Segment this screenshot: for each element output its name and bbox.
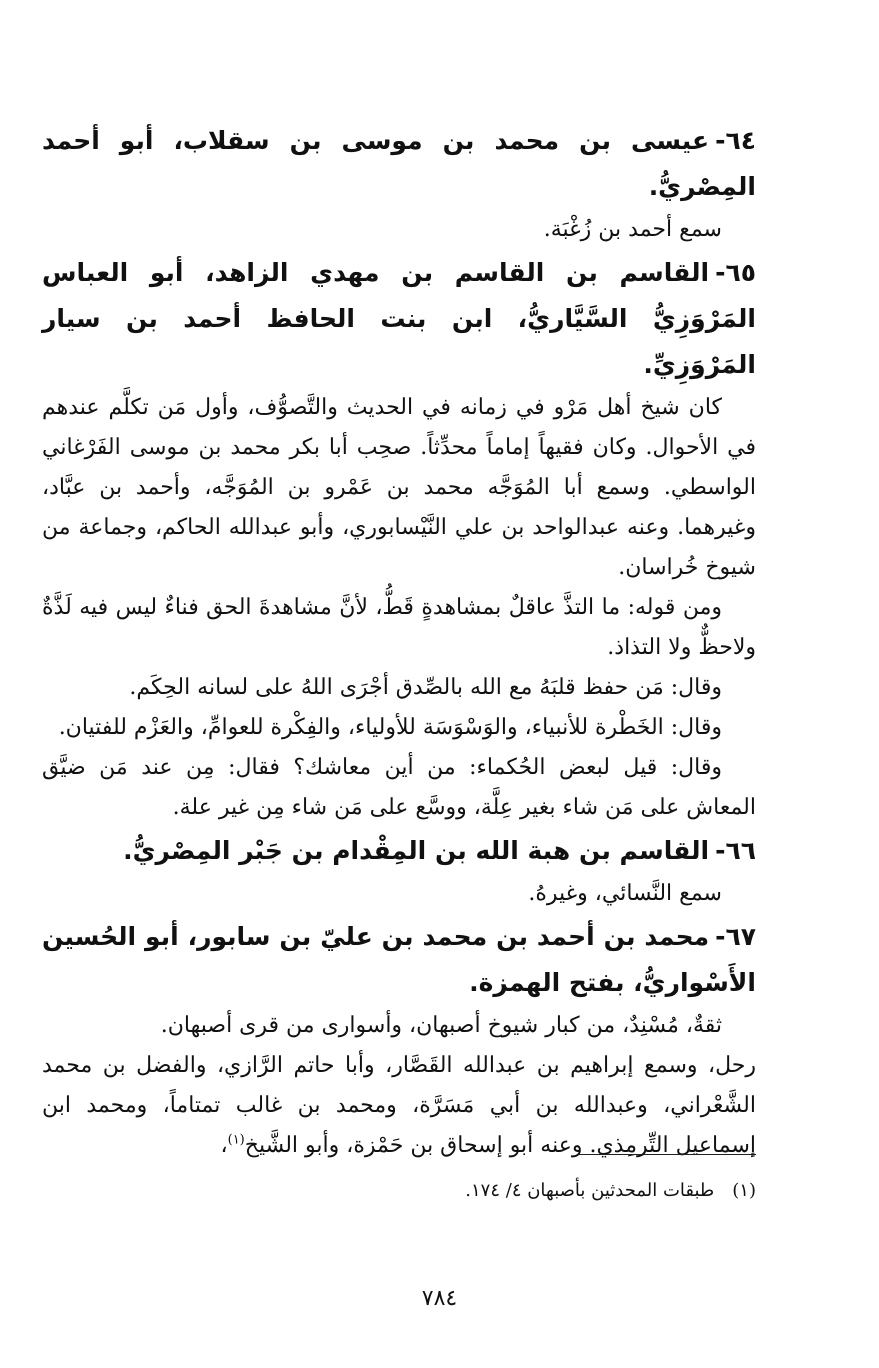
- entry-heading-67: [42, 914, 756, 1006]
- entry-paragraph: ثقةٌ، مُسْنِدٌ، من كبار شيوخ أصبهان، وأسوارى من قرى أصبهان.: [160, 1013, 722, 1038]
- entry-paragraph: [42, 1046, 756, 1166]
- entry-paragraph: وقال: مَن حفظ قلبَهُ مع الله بالصِّدق أجْرَى اللهُ على لسانه الحِكَم.: [129, 675, 722, 700]
- entry-title: القاسم بن القاسم بن مهدي الزاهد، أبو العباس المَرْوَزِيُّ السَّيَّاريُّ، ابن بنت الحافظ أحمد بن سيار المَرْوَزِيِّ.: [42, 258, 756, 379]
- page-number: ٧٨٤: [421, 1286, 458, 1311]
- footnote-number: (١): [732, 1180, 756, 1201]
- entry-paragraph-text: رحل، وسمع إبراهيم بن عبدالله القَصَّار، وأبا حاتم الرَّازي، والفضل بن محمد الشَّعْراني، وعبدالله بن أبي مَسَرَّة، ومحمد بن غالب تمتاماً، ومحمد ابن إسماعيل التِّرمِذي. وعنه أبو إسحاق بن حَمْزة، وأبو الشَّيخ: [42, 1053, 756, 1158]
- footnote-divider: [578, 1154, 756, 1155]
- footnote-text: طبقات المحدثين بأصبهان ٤/ ١٧٤.: [465, 1180, 715, 1201]
- entry-number: ٦٦-: [715, 836, 756, 865]
- entry-paragraph: سمع النَّسائي، وغيرهُ.: [528, 881, 722, 906]
- entry-title: عيسى بن محمد بن موسى بن سقلاب، أبو أحمد المِصْريُّ.: [42, 126, 756, 201]
- entry-heading-64: [42, 118, 756, 210]
- entry-number: ٦٧-: [715, 922, 756, 951]
- footnote: [116, 1176, 756, 1206]
- footnote-reference[interactable]: (١): [227, 1132, 245, 1148]
- entry-heading-66: [42, 828, 756, 874]
- entry-paragraph: وقال: قيل لبعض الحُكماء: من أين معاشك؟ فقال: مِن عند مَن ضيَّق المعاش على مَن شاء بغير عِلَّة، ووسَّع على مَن شاء مِن غير علة.: [42, 755, 756, 820]
- entry-number: ٦٤-: [715, 126, 756, 155]
- entry-heading-65: [42, 250, 756, 388]
- entry-title: محمد بن أحمد بن محمد بن عليّ بن سابور، أبو الحُسين الأَسْواريُّ، بفتح الهمزة.: [42, 922, 756, 997]
- entry-paragraph: وقال: الخَطْرة للأنبياء، والوَسْوَسَة للأولياء، والفِكْرة للعوامِّ، والعَزْم للفتيان.: [58, 715, 722, 740]
- entry-title: القاسم بن هبة الله بن المِقْدام بن جَبْر المِصْريُّ.: [123, 836, 710, 865]
- entry-number: ٦٥-: [715, 258, 756, 287]
- page-body: [42, 118, 756, 1166]
- entry-paragraph-tail: ،: [220, 1133, 228, 1158]
- entry-paragraph: سمع أحمد بن زُغْبَة.: [543, 217, 722, 242]
- entry-paragraph: كان شيخ أهل مَرْو في زمانه في الحديث والتَّصوُّف، وأول مَن تكلَّم عندهم في الأحوال. وكان فقيهاً إماماً محدِّثاً. صحِب أبا بكر محمد بن موسى الفَرْغاني الواسطي. وسمع أبا المُوَجَّه محمد بن عَمْرو بن المُوَجَّه، وأحمد بن عبَّاد، وغيرهما. وعنه عبدالواحد بن علي النَّيْسابوري، وأبو عبدالله الحاكم، وجماعة من شيوخ خُراسان.: [42, 395, 756, 580]
- entry-paragraph: ومن قوله: ما التذَّ عاقلٌ بمشاهدةٍ قَطُّ، لأنَّ مشاهدةَ الحق فناءٌ ليس فيه لَذَّةٌ ولاحظٌّ ولا التذاذ.: [42, 595, 756, 660]
